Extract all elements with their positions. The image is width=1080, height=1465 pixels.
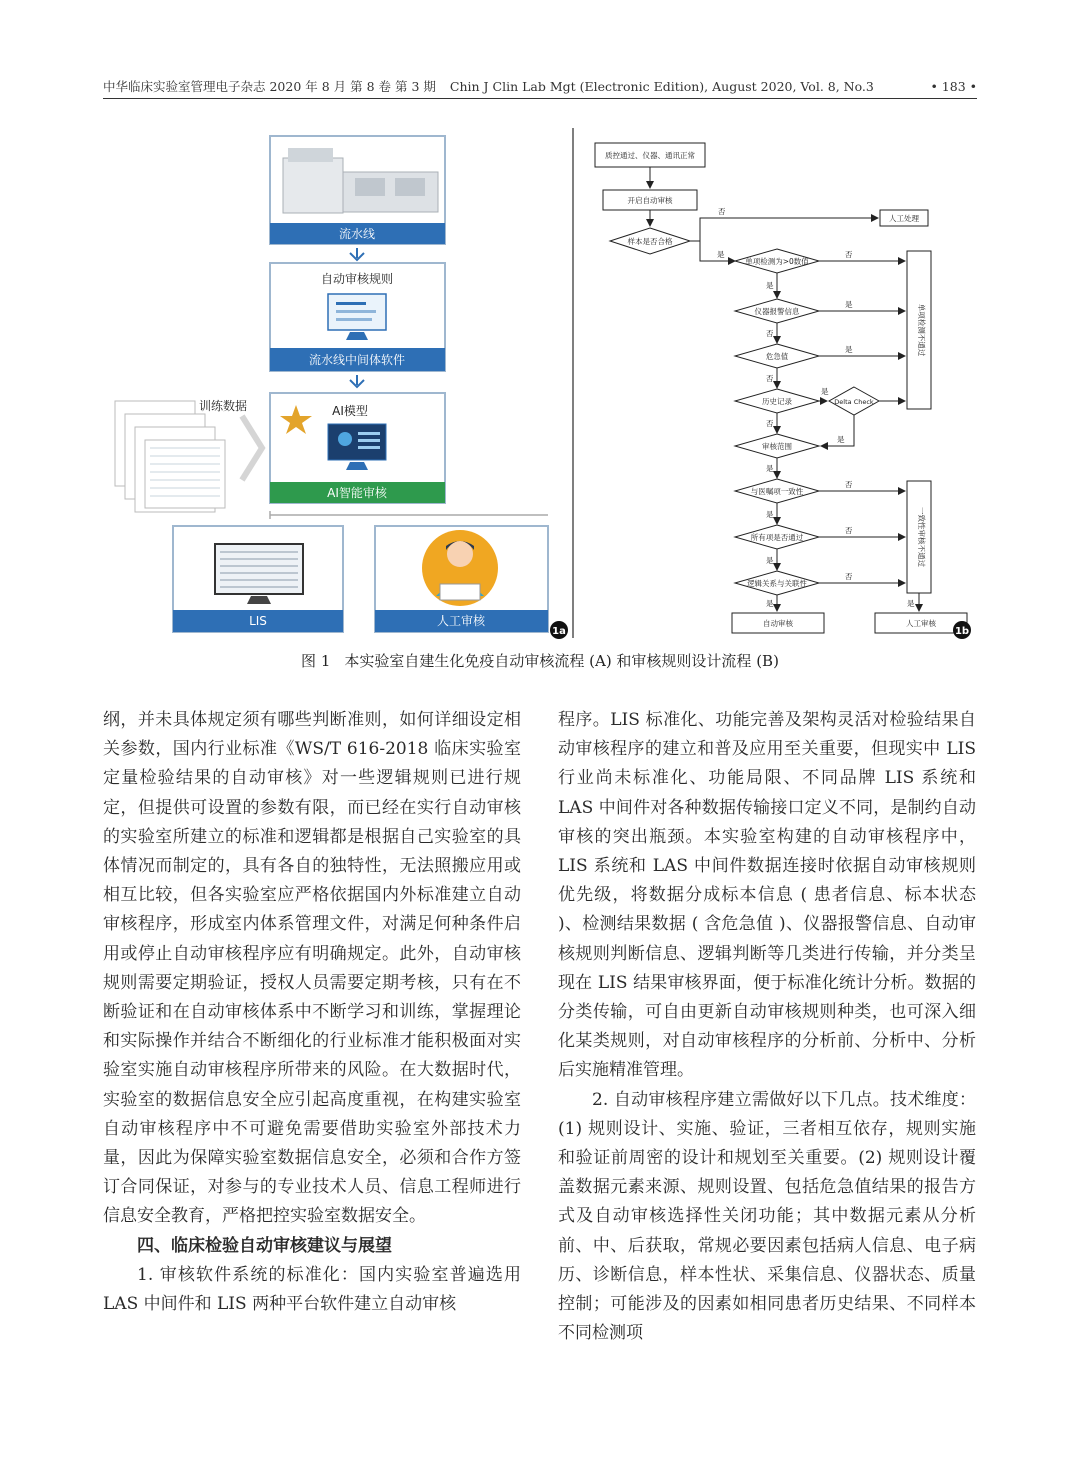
figure-caption-text: 本实验室自建生化免疫自动审核流程 (A) 和审核规则设计流程 (B) bbox=[344, 652, 779, 670]
flow-manual-handle-label: 人工处理 bbox=[889, 214, 919, 223]
training-data bbox=[115, 398, 262, 512]
journal-citation bbox=[103, 78, 874, 96]
flow-yes-9: 是 bbox=[766, 556, 774, 565]
flow-yes-6: 是 bbox=[837, 435, 845, 444]
flow-yes-8: 是 bbox=[766, 510, 774, 519]
line-label: 流水线 bbox=[338, 227, 376, 241]
lis-box bbox=[173, 526, 343, 632]
analyzer-box bbox=[270, 136, 445, 244]
figure-caption bbox=[0, 650, 1080, 671]
right-column bbox=[558, 706, 976, 1348]
ai-review-label: AI智能审核 bbox=[327, 486, 387, 500]
flow-no-5: 否 bbox=[766, 419, 774, 428]
figure-number: 图 1 bbox=[301, 652, 331, 670]
flow-single-label: 单项检测为>0数值 bbox=[745, 257, 809, 266]
flow-yes-3: 是 bbox=[845, 300, 853, 309]
figure-1 bbox=[110, 126, 972, 640]
manual-review-box bbox=[375, 526, 548, 632]
flow-yes-11: 是 bbox=[907, 599, 915, 608]
panel-b bbox=[595, 143, 971, 639]
flow-no-2: 否 bbox=[845, 250, 853, 259]
flow-yes-4: 是 bbox=[845, 345, 853, 354]
section-title: 四、临床检验自动审核建议与展望 bbox=[137, 1235, 392, 1256]
badge-1b: 1b bbox=[954, 626, 970, 637]
flow-history-label: 历史记录 bbox=[762, 397, 792, 406]
journal-en: Chin J Clin Lab Mgt (Electronic Edition), August 2020, Vol. 8, No.3 bbox=[449, 79, 874, 94]
flow-manual-review-label: 人工审核 bbox=[906, 619, 936, 628]
flow-range-label: 审核范围 bbox=[762, 442, 792, 451]
lis-label: LIS bbox=[249, 614, 267, 628]
ai-model-label: AI模型 bbox=[332, 404, 368, 418]
flow-start-label: 质控通过、仪器、通讯正常 bbox=[605, 151, 695, 160]
training-data-label: 训练数据 bbox=[198, 399, 248, 413]
flow-no-7: 否 bbox=[845, 526, 853, 535]
ai-model-box bbox=[270, 393, 445, 503]
right-paragraph-1: 程序。LIS 标准化、功能完善及架构灵活对检验结果自动审核程序的建立和普及应用至关重要，但现实中 LIS 行业尚未标准化、功能局限、不同品牌 LIS 系统和 LAS 中间件对各种数据传输接口定义不同，是制约自动审核的突出瓶颈。本实验室构建的自动审核程序中，LIS 系统和 LAS 中间件数据连接时依据自动审核规则优先级，将数据分成标本信息 ( 患者信息、标本状态 )、检测结果数据 ( 含危急值 )、仪器报警信息、自动审核规则判断信息、逻辑判断等几类进行传输，并分类呈现在 LIS 结果审核界面，便于标准化统计分析。数据的分类传输，可自由更新自动审核规则种类，也可深入细化某类规则，对自动审核程序的分析前、分析中、分析后实施精准管理。 bbox=[558, 710, 976, 1081]
flow-yes-10: 是 bbox=[766, 599, 774, 608]
flow-no-8: 否 bbox=[845, 572, 853, 581]
flow-no-4: 否 bbox=[766, 374, 774, 383]
flow-clinical-label: 与医嘱项一致性 bbox=[750, 487, 804, 496]
badge-1a: 1a bbox=[552, 626, 566, 637]
left-paragraph-1: 纲，并未具体规定须有哪些判断准则，如何详细设定相关参数，国内行业标准《WS/T 616-2018 临床实验室定量检验结果的自动审核》对一些逻辑规则已进行规定，但提供可设置的参数有限，而已经在实行自动审核的实验室所建立的标准和逻辑都是根据自己实验室的具体情况而制定的，具有各自的独特性，无法照搬应用或相互比较，但各实验室应严格依据国内外标准建立自动审核程序，形成室内体系管理文件，对满足何种条件启用或停止自动审核程序应有明确规定。此外，自动审核规则需要定期验证，授权人员需要定期考核，只有在不断验证和在自动审核体系中不断学习和训练，掌握理论和实际操作并结合不断细化的行业标准才能积极面对实验室实施自动审核程序所带来的风险。在大数据时代，实验室的数据信息安全应引起高度重视，在构建实验室自动审核程序中不可避免需要借助实验室外部技术力量，因此为保障实验室数据信息安全，必须和合作方签订合同保证，对参与的专业技术人员、信息工程师进行信息安全教育，严格把控实验室数据安全。 bbox=[103, 710, 521, 1227]
panel-a bbox=[115, 136, 568, 639]
rules-label: 自动审核规则 bbox=[320, 272, 394, 286]
flow-alarm-label: 仪器报警信息 bbox=[754, 307, 800, 316]
flow-auto-review-label: 自动审核 bbox=[763, 619, 793, 628]
right-paragraph-2: 2. 自动审核程序建立需做好以下几点。技术维度：(1) 规则设计、实施、验证，三者相互依存，规则实施和验证前周密的设计和规划至关重要。(2) 规则设计覆盖数据元素来源、规则设置、包括危急值结果的报告方式及自动审核选择性关闭功能；其中数据元素从分析前、中、后获取，常规必要因素包括病人信息、电子病历、诊断信息，样本性状、采集信息、仪器状态、质量控制；可能涉及的因素如相同患者历史结果、不同样本不同检测项 bbox=[558, 1089, 976, 1344]
manual-review-label: 人工审核 bbox=[436, 614, 486, 628]
flow-no-3: 否 bbox=[766, 329, 774, 338]
flow-single-fail-label: 单项检测不通过 bbox=[917, 303, 926, 357]
flow-yes-5: 是 bbox=[821, 387, 829, 396]
flow-no-1: 否 bbox=[718, 207, 726, 216]
journal-cn: 中华临床实验室管理电子杂志 2020 年 8 月 第 8 卷 第 3 期 bbox=[103, 79, 436, 94]
left-column bbox=[103, 706, 521, 1319]
flow-allpass-label: 所有项是否通过 bbox=[750, 533, 804, 542]
flow-yes-1: 是 bbox=[717, 250, 725, 259]
running-header bbox=[103, 78, 977, 99]
page-number: • 183 • bbox=[930, 79, 977, 94]
flow-yes-7: 是 bbox=[766, 464, 774, 473]
left-paragraph-2: 1. 审核软件系统的标准化：国内实验室普遍选用 LAS 中间件和 LIS 两种平台软件建立自动审核 bbox=[103, 1264, 521, 1315]
flow-consist-fail-label: 一致性审核不通过 bbox=[917, 507, 926, 567]
flow-delta-label: Delta Check bbox=[834, 398, 874, 406]
flow-open-label: 开启自动审核 bbox=[627, 196, 673, 205]
middleware-label: 流水线中间体软件 bbox=[308, 353, 406, 367]
flow-logic-label: 逻辑关系与关联性 bbox=[747, 579, 807, 588]
flow-no-6: 否 bbox=[845, 480, 853, 489]
flow-critical-label: 危急值 bbox=[765, 352, 789, 361]
flow-yes-2: 是 bbox=[766, 281, 774, 290]
rules-box bbox=[270, 263, 445, 371]
flow-qualified-label: 样本是否合格 bbox=[627, 237, 673, 246]
